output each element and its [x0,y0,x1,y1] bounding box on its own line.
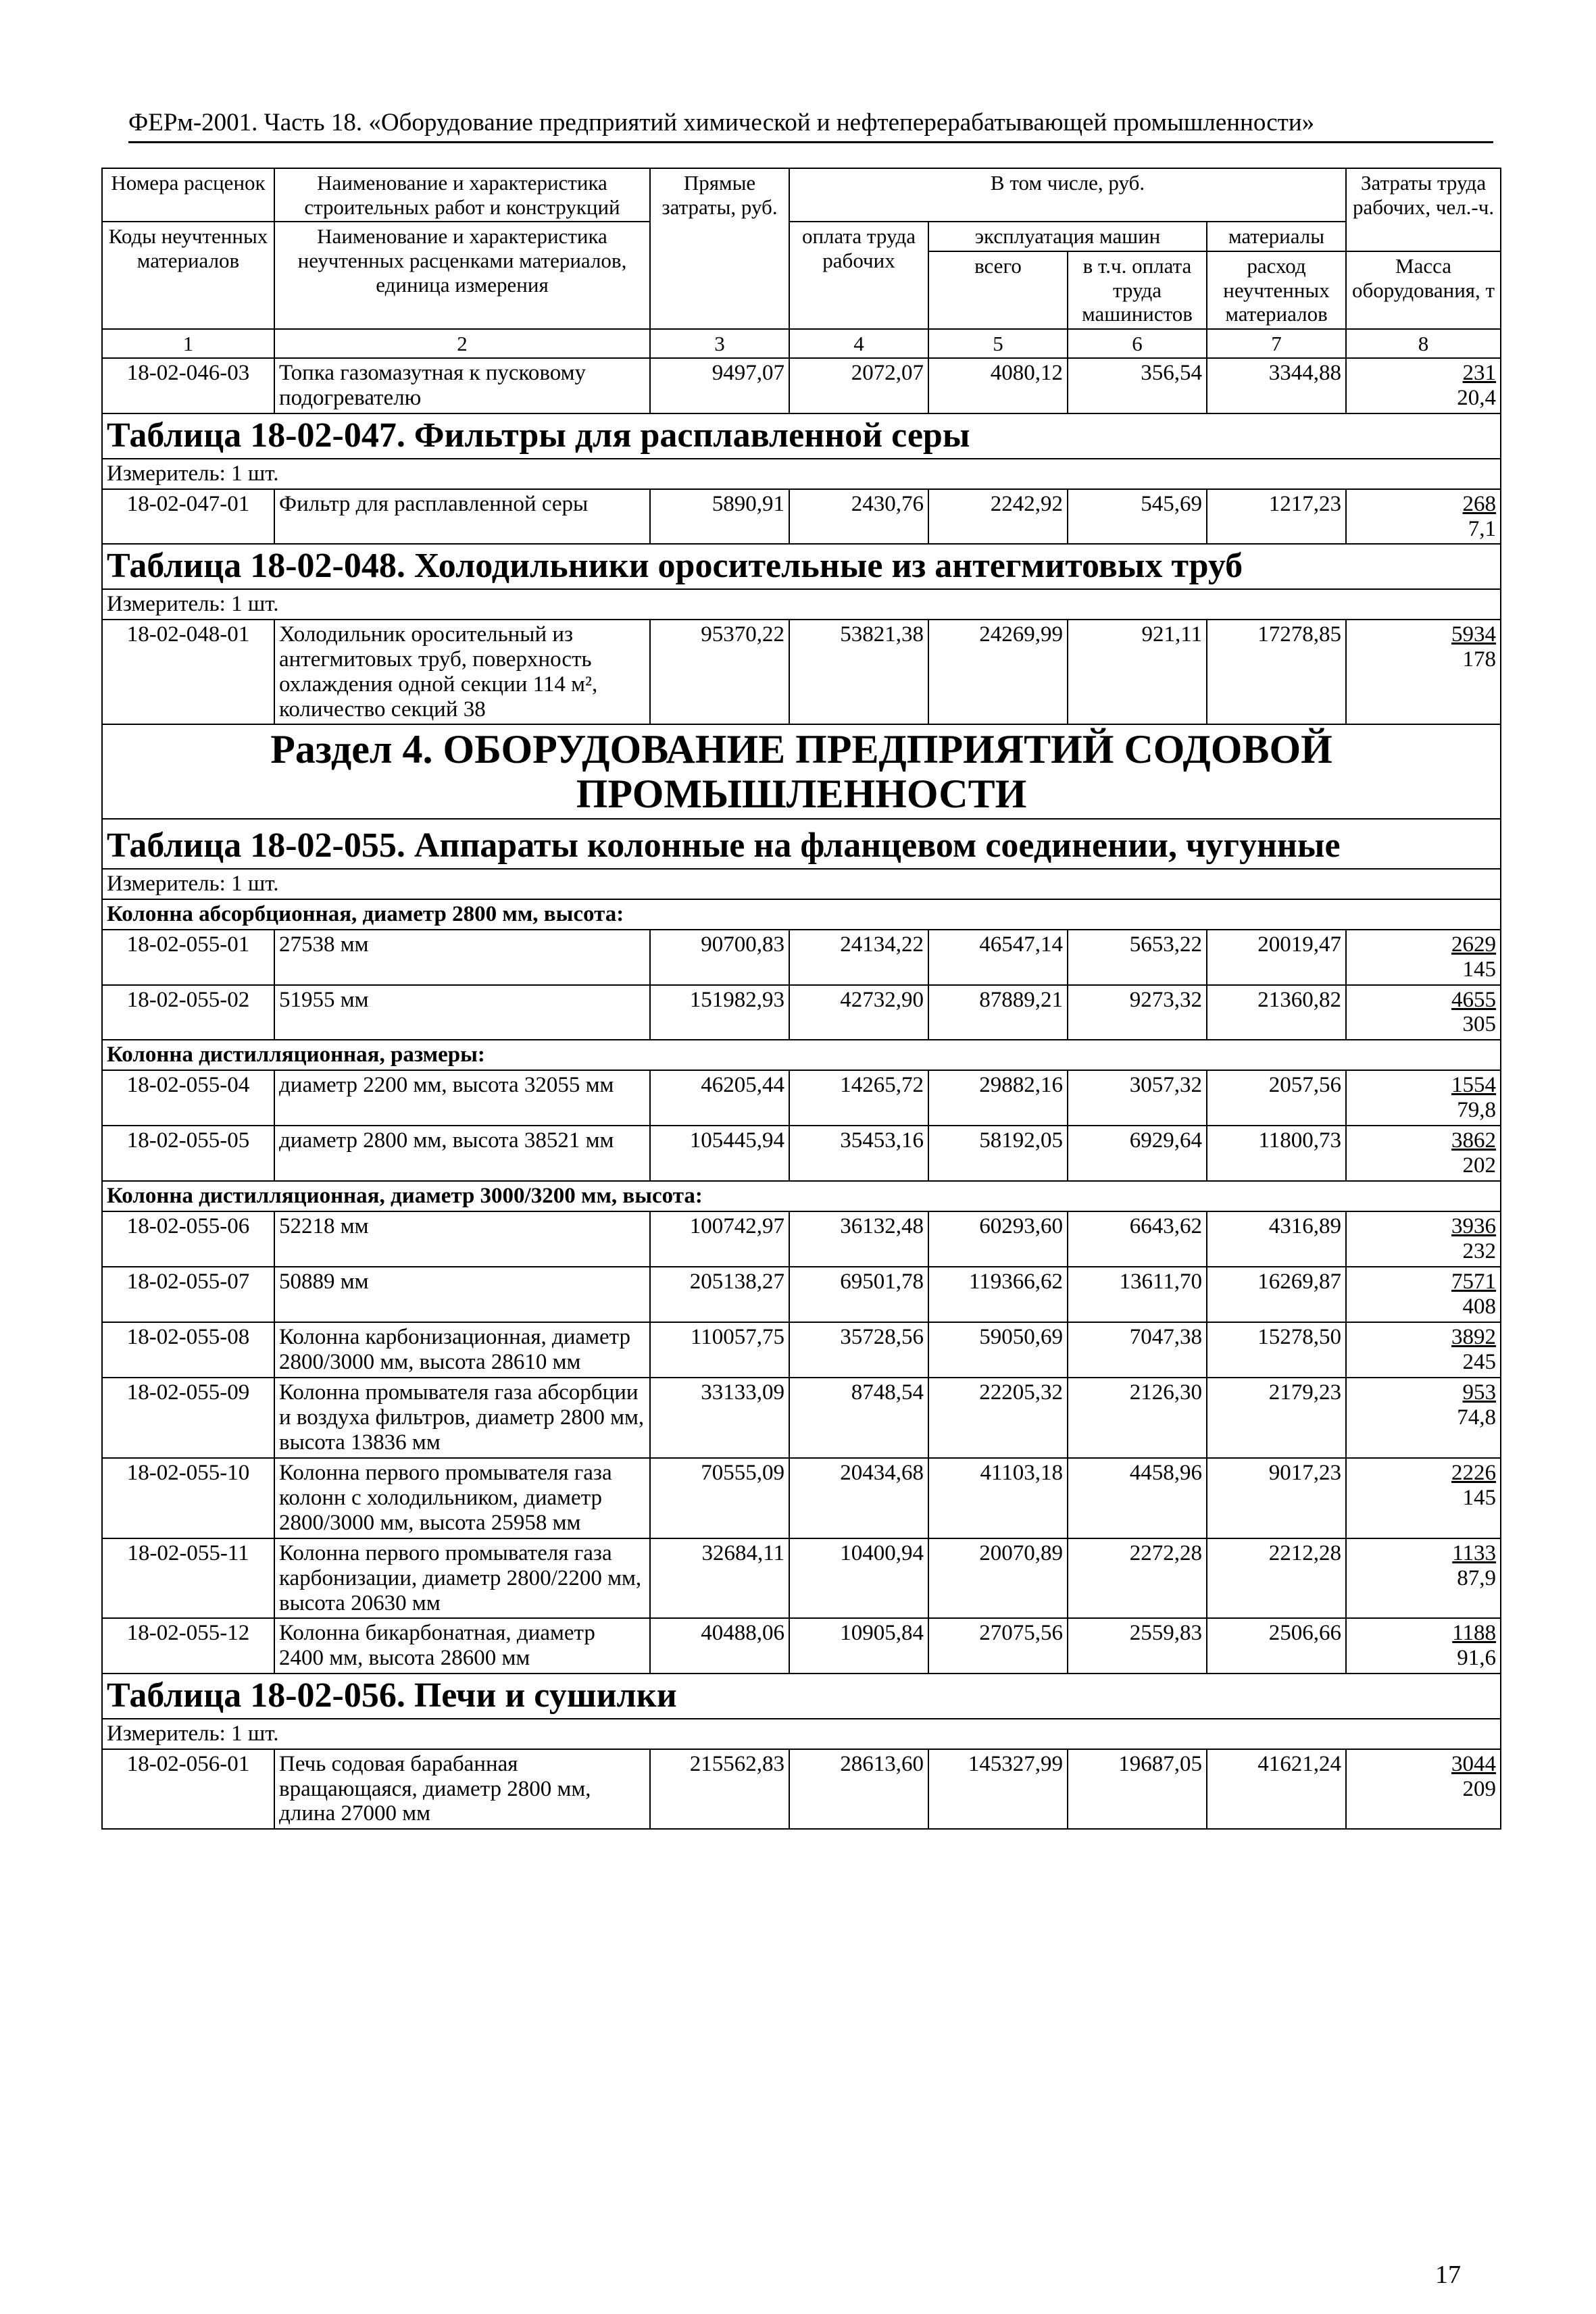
col-material-code-header: Коды неучтенных материалов [102,222,274,329]
column-number: 2 [274,329,650,359]
operators-wages-cell: 19687,05 [1068,1749,1207,1830]
col-labor-header: Затраты труда рабочих, чел.-ч. [1346,168,1501,251]
table-row [102,1749,1501,1830]
labor-mass-cell [1346,1322,1501,1378]
wages-cell: 10905,84 [789,1618,928,1674]
column-number: 5 [928,329,1068,359]
wages-cell: 35728,56 [789,1322,928,1378]
labor-value: 4655 [1451,987,1497,1012]
measure-row [102,1719,1501,1749]
labor-mass-cell [1346,358,1501,413]
operators-wages-cell: 6643,62 [1068,1211,1207,1267]
table-caption-row [102,1674,1501,1718]
materials-cell: 21360,82 [1207,985,1346,1040]
mass-value: 7,1 [1468,516,1497,541]
rate-code-cell: 18-02-055-05 [102,1126,274,1181]
labor-value: 3862 [1451,1128,1497,1153]
labor-mass-cell [1346,930,1501,985]
table-title: Таблица 18-02-048. Холодильники оросительные из антегмитовых труб [102,544,1501,588]
labor-value: 7571 [1451,1269,1497,1294]
table-row [102,620,1501,725]
materials-cell: 1217,23 [1207,489,1346,545]
section-title-line: ПРОМЫШЛЕННОСТИ [576,772,1027,817]
rate-code-cell: 18-02-055-07 [102,1267,274,1322]
materials-cell: 20019,47 [1207,930,1346,985]
labor-value: 953 [1462,1380,1497,1405]
machines-total-cell: 59050,69 [928,1322,1068,1378]
labor-value: 1554 [1451,1073,1497,1098]
table-row [102,1618,1501,1674]
mass-value: 74,8 [1457,1405,1497,1430]
mass-value: 209 [1462,1776,1497,1801]
work-name-cell: Фильтр для расплавленной серы [274,489,650,545]
materials-cell: 2212,28 [1207,1538,1346,1619]
table-row [102,985,1501,1040]
group-row [102,899,1501,930]
labor-value: 3892 [1451,1324,1497,1349]
labor-mass-cell [1346,1126,1501,1181]
direct-cost-cell: 5890,91 [650,489,789,545]
materials-cell: 2506,66 [1207,1618,1346,1674]
measure-unit: Измеритель: 1 шт. [102,589,1501,620]
wages-cell: 35453,16 [789,1126,928,1181]
measure-row [102,589,1501,620]
wages-cell: 42732,90 [789,985,928,1040]
rate-code-cell: 18-02-047-01 [102,489,274,545]
materials-cell: 11800,73 [1207,1126,1346,1181]
group-row [102,1181,1501,1211]
table-caption-row [102,413,1501,458]
materials-cell: 2057,56 [1207,1070,1346,1126]
table-title: Таблица 18-02-047. Фильтры для расплавленной серы [102,413,1501,458]
section-title-line: Раздел 4. ОБОРУДОВАНИЕ ПРЕДПРИЯТИЙ СОДОВОЙ [270,727,1332,772]
operators-wages-cell: 545,69 [1068,489,1207,545]
group-heading: Колонна абсорбционная, диаметр 2800 мм, высота: [102,899,1501,930]
direct-cost-cell: 9497,07 [650,358,789,413]
wages-cell: 28613,60 [789,1749,928,1830]
direct-cost-cell: 151982,93 [650,985,789,1040]
measure-row [102,869,1501,899]
materials-cell: 17278,85 [1207,620,1346,725]
mass-value: 232 [1462,1239,1497,1264]
materials-cell: 41621,24 [1207,1749,1346,1830]
operators-wages-cell: 5653,22 [1068,930,1207,985]
operators-wages-cell: 7047,38 [1068,1322,1207,1378]
mass-value: 87,9 [1457,1565,1497,1590]
direct-cost-cell: 95370,22 [650,620,789,725]
col-machines-header: эксплуатация машин [928,222,1207,251]
work-name-cell: 52218 мм [274,1211,650,1267]
rate-code-cell: 18-02-055-06 [102,1211,274,1267]
table-row [102,358,1501,413]
operators-wages-cell: 921,11 [1068,620,1207,725]
rate-code-cell: 18-02-055-01 [102,930,274,985]
col-material-name-header: Наименование и характеристика неучтенных расценками материалов, единица измерения [274,222,650,329]
wages-cell: 69501,78 [789,1267,928,1322]
col-direct-cost-header: Прямые затраты, руб. [650,168,789,329]
col-operators-wages-header: в т.ч. оплата труда машинистов [1068,251,1207,329]
table-row [102,489,1501,545]
table-caption-row [102,544,1501,588]
work-name-cell: Топка газомазутная к пусковому подогревателю [274,358,650,413]
labor-value: 2226 [1451,1460,1497,1485]
column-number: 6 [1068,329,1207,359]
wages-cell: 24134,22 [789,930,928,985]
table-caption-row [102,819,1501,868]
machines-total-cell: 24269,99 [928,620,1068,725]
machines-total-cell: 22205,32 [928,1378,1068,1458]
table-row [102,1458,1501,1538]
operators-wages-cell: 2559,83 [1068,1618,1207,1674]
labor-mass-cell [1346,1378,1501,1458]
direct-cost-cell: 90700,83 [650,930,789,985]
mass-value: 145 [1462,957,1497,982]
table-title: Таблица 18-02-055. Аппараты колонные на фланцевом соединении, чугунные [102,819,1501,868]
column-number: 1 [102,329,274,359]
direct-cost-cell: 70555,09 [650,1458,789,1538]
direct-cost-cell: 110057,75 [650,1322,789,1378]
mass-value: 79,8 [1457,1098,1497,1123]
operators-wages-cell: 13611,70 [1068,1267,1207,1322]
materials-cell: 16269,87 [1207,1267,1346,1322]
column-number: 4 [789,329,928,359]
machines-total-cell: 29882,16 [928,1070,1068,1126]
materials-cell: 3344,88 [1207,358,1346,413]
mass-value: 20,4 [1457,386,1497,411]
mass-value: 178 [1462,647,1497,672]
direct-cost-cell: 100742,97 [650,1211,789,1267]
labor-mass-cell [1346,489,1501,545]
work-name-cell: 51955 мм [274,985,650,1040]
mass-value: 145 [1462,1485,1497,1510]
col-wages-header: оплата труда рабочих [789,222,928,329]
column-number: 7 [1207,329,1346,359]
work-name-cell: 50889 мм [274,1267,650,1322]
labor-value: 5934 [1451,622,1497,647]
column-number: 8 [1346,329,1501,359]
col-mass-header: Масса оборудования, т [1346,251,1501,329]
materials-cell: 2179,23 [1207,1378,1346,1458]
materials-cell: 9017,23 [1207,1458,1346,1538]
col-materials-header: материалы [1207,222,1346,251]
work-name-cell: диаметр 2200 мм, высота 32055 мм [274,1070,650,1126]
work-name-cell: 27538 мм [274,930,650,985]
mass-value: 202 [1462,1153,1497,1178]
rate-code-cell: 18-02-055-02 [102,985,274,1040]
rate-code-cell: 18-02-046-03 [102,358,274,413]
labor-value: 3044 [1451,1751,1497,1776]
rate-code-cell: 18-02-055-12 [102,1618,274,1674]
table-row [102,1538,1501,1619]
table-row [102,1126,1501,1181]
section-title [102,724,1501,819]
operators-wages-cell: 356,54 [1068,358,1207,413]
table-row [102,1322,1501,1378]
wages-cell: 10400,94 [789,1538,928,1619]
machines-total-cell: 119366,62 [928,1267,1068,1322]
measure-row [102,459,1501,489]
work-name-cell: диаметр 2800 мм, высота 38521 мм [274,1126,650,1181]
wages-cell: 8748,54 [789,1378,928,1458]
table-row [102,1070,1501,1126]
machines-total-cell: 20070,89 [928,1538,1068,1619]
labor-value: 268 [1462,491,1497,516]
rate-code-cell: 18-02-055-10 [102,1458,274,1538]
machines-total-cell: 145327,99 [928,1749,1068,1830]
group-heading: Колонна дистилляционная, диаметр 3000/3200 мм, высота: [102,1181,1501,1211]
col-work-name-header: Наименование и характеристика строительных работ и конструкций [274,168,650,222]
direct-cost-cell: 105445,94 [650,1126,789,1181]
direct-cost-cell: 40488,06 [650,1618,789,1674]
wages-cell: 14265,72 [789,1070,928,1126]
work-name-cell: Колонна первого промывателя газа колонн с холодильником, диаметр 2800/3000 мм, высота 25958 мм [274,1458,650,1538]
machines-total-cell: 41103,18 [928,1458,1068,1538]
labor-mass-cell [1346,620,1501,725]
header-row-1 [102,168,1501,222]
work-name-cell: Колонна первого промывателя газа карбонизации, диаметр 2800/2200 мм, высота 20630 мм [274,1538,650,1619]
direct-cost-cell: 32684,11 [650,1538,789,1619]
wages-cell: 2072,07 [789,358,928,413]
rate-code-cell: 18-02-055-09 [102,1378,274,1458]
table-row [102,1267,1501,1322]
measure-unit: Измеритель: 1 шт. [102,869,1501,899]
work-name-cell: Холодильник оросительный из антегмитовых труб, поверхность охлаждения одной секции 114 м², количество секций 38 [274,620,650,725]
labor-mass-cell [1346,1267,1501,1322]
work-name-cell: Печь содовая барабанная вращающаяся, диаметр 2800 мм, длина 27000 мм [274,1749,650,1830]
col-rate-number-header: Номера расценок [102,168,274,222]
rate-code-cell: 18-02-056-01 [102,1749,274,1830]
col-including-header: В том числе, руб. [789,168,1346,222]
labor-value: 3936 [1451,1214,1497,1239]
measure-unit: Измеритель: 1 шт. [102,1719,1501,1749]
wages-cell: 36132,48 [789,1211,928,1267]
group-heading: Колонна дистилляционная, размеры: [102,1040,1501,1070]
column-number: 3 [650,329,789,359]
work-name-cell: Колонна карбонизационная, диаметр 2800/3000 мм, высота 28610 мм [274,1322,650,1378]
header-row-2 [102,222,1501,251]
section-row [102,724,1501,819]
labor-value: 1133 [1452,1540,1497,1565]
wages-cell: 20434,68 [789,1458,928,1538]
table-row [102,1378,1501,1458]
table-row [102,1211,1501,1267]
direct-cost-cell: 46205,44 [650,1070,789,1126]
measure-unit: Измеритель: 1 шт. [102,459,1501,489]
rate-code-cell: 18-02-055-04 [102,1070,274,1126]
running-header: ФЕРм-2001. Часть 18. «Оборудование предприятий химической и нефтеперерабатывающей промышленности» [128,108,1493,143]
mass-value: 305 [1462,1012,1497,1037]
operators-wages-cell: 9273,32 [1068,985,1207,1040]
operators-wages-cell: 4458,96 [1068,1458,1207,1538]
group-row [102,1040,1501,1070]
wages-cell: 53821,38 [789,620,928,725]
table-row [102,930,1501,985]
labor-mass-cell [1346,985,1501,1040]
col-machines-total-header: всего [928,251,1068,329]
machines-total-cell: 87889,21 [928,985,1068,1040]
machines-total-cell: 46547,14 [928,930,1068,985]
rate-code-cell: 18-02-055-08 [102,1322,274,1378]
labor-value: 231 [1462,361,1497,386]
materials-cell: 4316,89 [1207,1211,1346,1267]
materials-cell: 15278,50 [1207,1322,1346,1378]
mass-value: 408 [1462,1294,1497,1319]
page-number: 17 [1435,2261,1461,2289]
mass-value: 91,6 [1457,1646,1497,1671]
work-name-cell: Колонна бикарбонатная, диаметр 2400 мм, высота 28600 мм [274,1618,650,1674]
direct-cost-cell: 33133,09 [650,1378,789,1458]
labor-value: 2629 [1451,932,1497,957]
labor-mass-cell [1346,1618,1501,1674]
operators-wages-cell: 3057,32 [1068,1070,1207,1126]
labor-value: 1188 [1452,1621,1497,1646]
machines-total-cell: 2242,92 [928,489,1068,545]
rates-table [101,168,1501,1830]
direct-cost-cell: 215562,83 [650,1749,789,1830]
machines-total-cell: 4080,12 [928,358,1068,413]
machines-total-cell: 27075,56 [928,1618,1068,1674]
col-material-use-header: расход неучтенных материалов [1207,251,1346,329]
labor-mass-cell [1346,1211,1501,1267]
labor-mass-cell [1346,1538,1501,1619]
operators-wages-cell: 2126,30 [1068,1378,1207,1458]
labor-mass-cell [1346,1749,1501,1830]
wages-cell: 2430,76 [789,489,928,545]
work-name-cell: Колонна промывателя газа абсорбции и воздуха фильтров, диаметр 2800 мм, высота 13836 мм [274,1378,650,1458]
machines-total-cell: 60293,60 [928,1211,1068,1267]
operators-wages-cell: 6929,64 [1068,1126,1207,1181]
mass-value: 245 [1462,1349,1497,1374]
table-title: Таблица 18-02-056. Печи и сушилки [102,1674,1501,1718]
labor-mass-cell [1346,1458,1501,1538]
rate-code-cell: 18-02-048-01 [102,620,274,725]
direct-cost-cell: 205138,27 [650,1267,789,1322]
machines-total-cell: 58192,05 [928,1126,1068,1181]
labor-mass-cell [1346,1070,1501,1126]
column-numbers-row [102,329,1501,359]
operators-wages-cell: 2272,28 [1068,1538,1207,1619]
rate-code-cell: 18-02-055-11 [102,1538,274,1619]
